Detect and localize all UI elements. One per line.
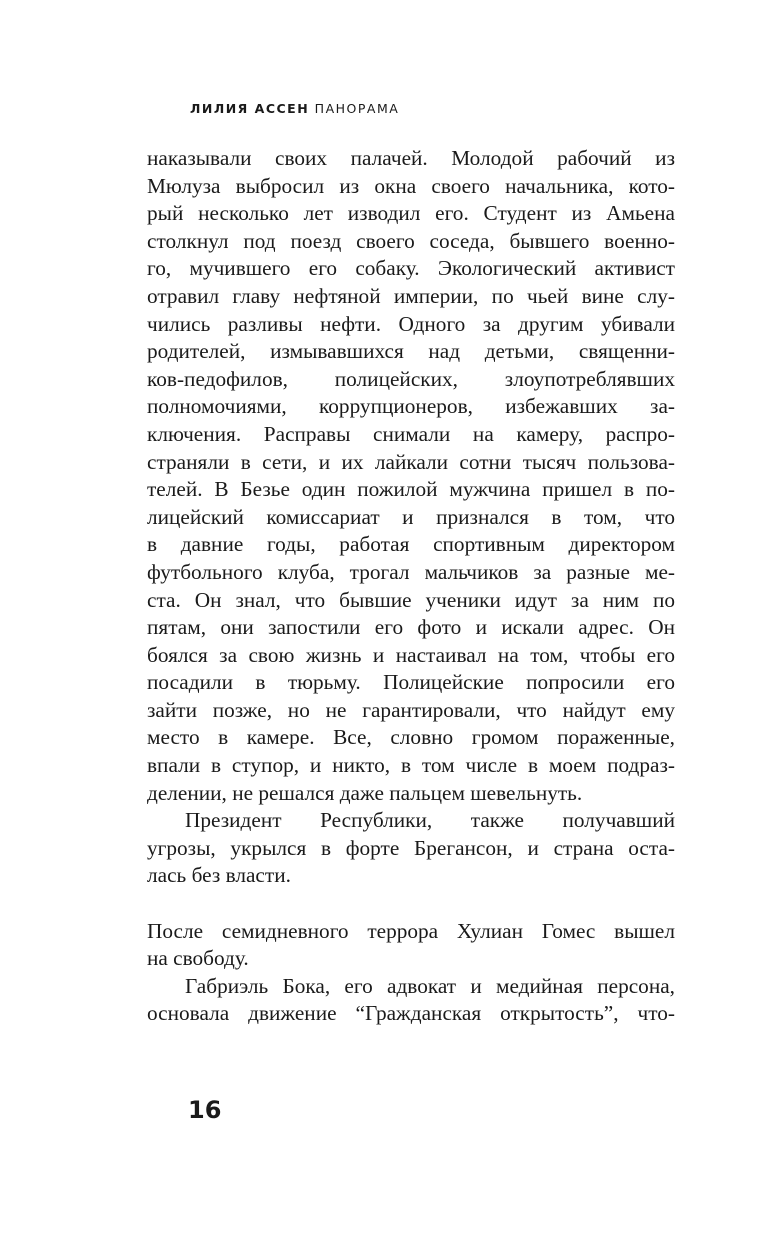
text-line: Мюлуза выбросил из окна своего начальника, кото-: [147, 173, 675, 198]
text-line: ста. Он знал, что бывшие ученики идут за ним по: [147, 587, 675, 612]
text-line: впали в ступор, и никто, в том числе в моем подраз-: [147, 753, 675, 778]
running-head: [190, 101, 399, 116]
section-break: [147, 890, 675, 918]
text-line: боялся за свою жизнь и настаивал на том, чтобы его: [147, 642, 675, 667]
paragraph: [147, 145, 675, 807]
text-line: телей. В Безье один пожилой мужчина пришел в по-: [147, 477, 675, 502]
text-line: лицейский комиссариат и признался в том, что: [147, 504, 675, 529]
text-line: делении, не решался даже пальцем шевельнуть.: [147, 780, 583, 805]
text-line: полномочиями, коррупционеров, избежавших за-: [147, 394, 675, 419]
text-line: ключения. Расправы снимали на камеру, распро-: [147, 421, 675, 446]
text-line: отравил главу нефтяной империи, по чьей вине слу-: [147, 283, 675, 308]
text-line: страняли в сети, и их лайкали сотни тысяч пользова-: [147, 449, 675, 474]
running-head-author: ЛИЛИЯ АССЕН: [190, 101, 310, 116]
text-line: рый несколько лет изводил его. Студент из Амьена: [147, 201, 675, 226]
text-line: зайти позже, но не гарантировали, что найдут ему: [147, 697, 675, 722]
text-line: Габриэль Бока, его адвокат и медийная персона,: [185, 973, 675, 998]
text-line: го, мучившего его собаку. Экологический активист: [147, 256, 675, 281]
text-line: пятам, они запостили его фото и искали адрес. Он: [147, 615, 675, 640]
text-line: столкнул под поезд своего соседа, бывшего военно-: [147, 228, 675, 253]
text-line: футбольного клуба, трогал мальчиков за разные ме-: [147, 559, 675, 584]
text-line: угрозы, укрылся в форте Брегансон, и страна оста-: [147, 835, 675, 860]
paragraph: [147, 807, 675, 890]
text-line: наказывали своих палачей. Молодой рабочий из: [147, 146, 675, 170]
text-line: место в камере. Все, словно громом пораженные,: [147, 725, 675, 750]
body-text: [147, 145, 675, 1028]
text-line: родителей, измывавшихся над детьми, священни-: [147, 339, 675, 364]
text-line: лась без власти.: [147, 863, 291, 888]
text-line: чились разливы нефти. Одного за другим убивали: [147, 311, 675, 336]
text-line: После семидневного террора Хулиан Гомес вышел: [147, 918, 675, 943]
text-line: основала движение “Гражданская открытость”, что-: [147, 1001, 675, 1026]
paragraph: [147, 973, 675, 1028]
running-head-title: ПАНОРАМА: [314, 101, 400, 116]
text-line: ков-педофилов, полицейских, злоупотреблявших: [147, 366, 675, 391]
text-line: посадили в тюрьму. Полицейские попросили его: [147, 670, 675, 695]
paragraph: [147, 918, 675, 973]
page-number: 16: [188, 1096, 222, 1124]
text-line: в давние годы, работая спортивным директором: [147, 532, 675, 557]
text-line: на свободу.: [147, 946, 249, 971]
text-line: Президент Республики, также получавший: [185, 808, 675, 833]
